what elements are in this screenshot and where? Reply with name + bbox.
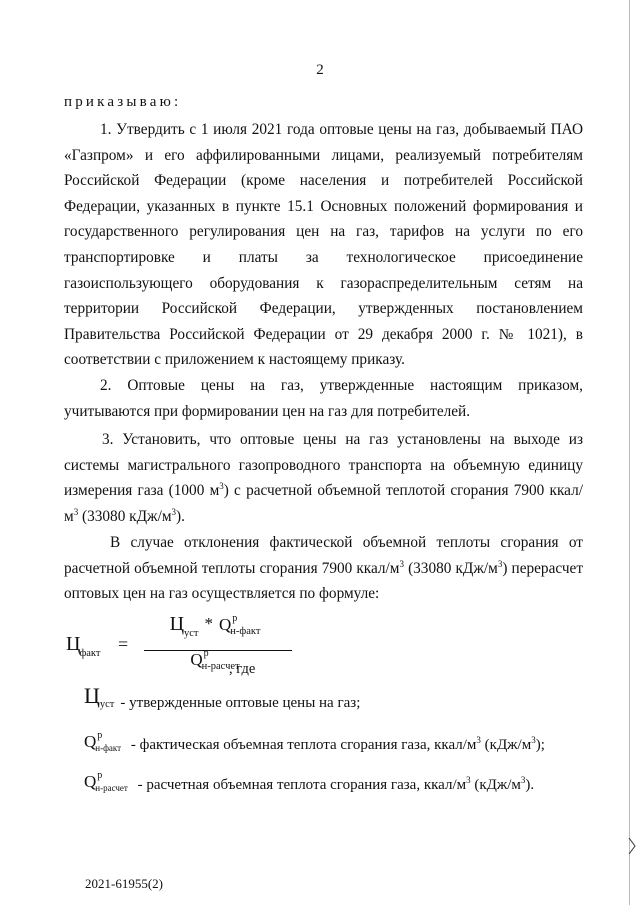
q-symbol: Q — [84, 772, 97, 791]
subscript-ust: уст — [99, 699, 115, 710]
definition-text-a: - фактическая объемная теплота сгорания газа, ккал/м — [127, 737, 477, 753]
q-symbol: Q — [219, 615, 232, 634]
scan-corner-mark — [627, 838, 637, 854]
paragraph-2-text: 2. Оптовые цены на газ, утвержденные настоящим приказом, учитываются при формировании цен на газ для потребителей. — [64, 377, 583, 420]
paragraph-4-text-c: ) перерасчет оптовых цен на газ осуществляется по формуле: — [64, 559, 584, 603]
q-superscript: р — [232, 613, 238, 624]
scan-edge-line — [629, 0, 630, 905]
superscript: 3 — [497, 558, 503, 569]
paragraph-2 — [64, 373, 583, 424]
superscript: 3 — [73, 506, 79, 517]
superscript: 3 — [531, 735, 536, 745]
price-symbol: Ц — [84, 683, 100, 708]
subscript-fact: факт — [79, 648, 101, 659]
definition-text-c: ). — [525, 777, 535, 793]
price-symbol: Ц — [66, 633, 81, 655]
formula-lhs — [66, 633, 101, 659]
q-superscript: р — [97, 730, 103, 741]
superscript: 3 — [520, 775, 526, 785]
q-superscript: р — [97, 770, 103, 781]
paragraph-4-text-b: (33080 кДж/м — [404, 559, 498, 577]
superscript: 3 — [466, 775, 471, 785]
q-superscript: р — [203, 648, 209, 659]
formula-denominator — [144, 650, 292, 670]
paragraph-1 — [64, 117, 583, 373]
paragraph-3 — [64, 427, 583, 529]
definition-text-b: (кДж/м — [480, 737, 532, 753]
q-symbol: Q — [190, 650, 203, 669]
document-code: 2021-61955(2) — [85, 876, 163, 891]
paragraph-3-text-c: (33080 кДж/м — [78, 507, 172, 525]
where-word: , где — [229, 661, 256, 677]
definition-text — [134, 777, 534, 793]
q-subscript-calc: н-расчет — [201, 661, 240, 672]
paragraph-4-text-a: В случае отклонения фактической объемной теплоты сгорания от расчетной объемной теплоты сгорания 7900 ккал/м — [64, 534, 583, 577]
q-subscript-fact: н-факт — [230, 626, 261, 637]
equals-sign: = — [118, 634, 129, 654]
superscript: 3 — [476, 735, 481, 745]
superscript: 3 — [399, 558, 404, 569]
price-symbol: Ц — [169, 613, 185, 635]
q-subscript-fact: н-факт — [95, 743, 122, 753]
superscript: 3 — [171, 506, 177, 517]
q-symbol: Q — [84, 732, 97, 751]
page-number: 2 — [316, 62, 324, 78]
definition-price — [84, 683, 360, 709]
paragraph-3-text-d: ). — [176, 507, 185, 525]
definition-text — [127, 737, 545, 753]
paragraph-4 — [64, 530, 583, 607]
superscript: 3 — [219, 481, 224, 492]
definition-text: - утвержденные оптовые цены на газ; — [120, 695, 361, 711]
price-formula — [66, 613, 366, 681]
paragraph-1-text: 1. Утвердить с 1 июля 2021 года оптовые цены на газ, добываемый ПАО «Газпром» и его аффилированными лицами, реализуемый потребителям Российской Федерации (кроме населения и потребителей Российской Федерации, указанных в пункте 15.1 Основных положений формирования и государственного регулирования цен на газ, тарифов на услуги по его транспортировке и платы за технологическое присоединение газоиспользующего оборудования к газораспределительным сетям на территории Российской Федерации, утвержденных постановлением Правительства Российской Федерации от 29 декабря 2000 г. № 1021), в соответствии с приложением к настоящему приказу. — [64, 121, 583, 369]
q-subscript-calc: н-расчет — [95, 783, 128, 793]
multiply-sign: * — [204, 614, 214, 633]
definition-text-a: - расчетная объемная теплота сгорания газа, ккал/м — [133, 777, 467, 793]
formula-numerator — [144, 613, 292, 639]
paragraph-3-text-a: 3. Установить, что оптовые цены на газ установлены на выходе из системы магистрального газопроводного транспорта на объемную единицу измерения газа (1000 м — [64, 431, 583, 500]
definition-q-calc — [84, 772, 534, 792]
paragraph-3-text-b: ) с расчетной объемной теплотой сгорания 7900 ккал/м — [64, 482, 583, 525]
definition-text-c: ); — [535, 737, 545, 753]
definition-q-fact — [84, 732, 545, 752]
subscript-ust: уст — [184, 628, 199, 639]
definition-text-b: (кДж/м — [470, 777, 521, 793]
order-word: приказываю: — [64, 94, 182, 110]
